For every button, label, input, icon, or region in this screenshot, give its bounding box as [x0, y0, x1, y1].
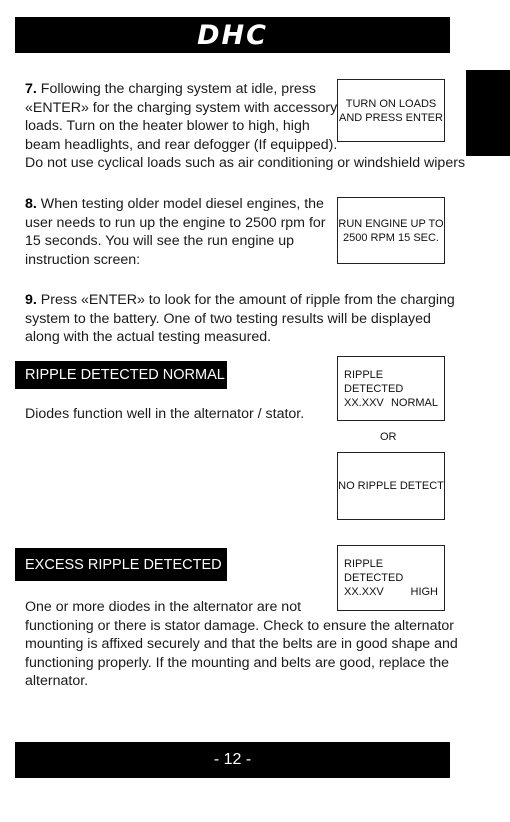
display-status: NORMAL	[390, 396, 438, 409]
display-value: XX.XXV	[344, 586, 384, 598]
display-line: RIPPLE DETECTED	[344, 368, 404, 395]
excess-line: functioning properly. If the mounting and belts are good, replace the	[25, 654, 450, 671]
display-row	[338, 396, 444, 410]
step8-line: instruction screen:	[25, 251, 141, 268]
section-heading-excess	[15, 548, 227, 581]
excess-line: alternator.	[25, 673, 89, 689]
display-value: XX.XXV	[344, 396, 384, 409]
display-line: RIPPLE DETECTED	[344, 558, 404, 584]
step9-line: Press «ENTER» to look for the amount of ripple from the charging	[40, 292, 455, 308]
display-turn-on-loads	[337, 79, 445, 142]
header-bar	[15, 17, 450, 53]
or-label: OR	[380, 431, 397, 443]
excess-line: One or more diodes in the alternator are not	[25, 599, 302, 615]
step7-line: Following the charging system at idle, press	[40, 81, 317, 97]
step7-line: loads. Turn on the heater blower to high, high	[25, 118, 310, 134]
footer-bar	[15, 742, 450, 778]
section-heading-label: EXCESS RIPPLE DETECTED	[25, 556, 222, 573]
side-tab	[466, 70, 510, 156]
normal-description: Diodes function well in the alternator / stator.	[25, 406, 305, 422]
step9-line: along with the actual testing measured.	[25, 329, 272, 345]
display-no-ripple	[337, 452, 445, 520]
display-line: NO RIPPLE DETECT	[338, 480, 444, 492]
display-line: TURN ON LOADS	[345, 97, 437, 110]
step9-line: system to the battery. One of two testing results will be displayed	[25, 310, 431, 327]
step8-number: 8.	[25, 196, 37, 212]
display-ripple-normal	[337, 356, 445, 421]
page-number: - 12 -	[213, 751, 252, 768]
display-line: AND PRESS ENTER	[339, 111, 443, 124]
step7-line: «ENTER» for the charging system with accessory	[25, 99, 338, 116]
step7-line: beam headlights, and rear defogger (If equipped).	[25, 136, 338, 153]
display-line: RUN ENGINE UP TO	[338, 217, 444, 230]
step8-line: user needs to run up the engine to 2500 rpm for	[25, 214, 326, 231]
display-run-engine	[337, 197, 445, 264]
display-row	[338, 585, 444, 599]
display-status: HIGH	[410, 586, 438, 598]
step9-number: 9.	[25, 292, 37, 308]
excess-description	[25, 598, 470, 691]
display-line: 2500 RPM 15 SEC.	[343, 231, 439, 244]
section-heading-normal	[15, 361, 227, 389]
section-heading-label: RIPPLE DETECTED NORMAL	[25, 367, 225, 383]
step9-text	[25, 291, 465, 347]
excess-line: functioning or there is stator damage. Check to ensure the alternator	[25, 617, 455, 634]
step7-line: Do not use cyclical loads such as air conditioning or windshield wipers	[25, 155, 466, 171]
step7-number: 7.	[25, 81, 37, 97]
excess-line: mounting is affixed securely and that the belts are in good shape and	[25, 636, 458, 652]
step8-line: 15 seconds. You will see the run engine up	[25, 233, 294, 249]
step8-line: When testing older model diesel engines, the	[40, 196, 324, 212]
step8-text	[25, 195, 335, 269]
brand-logo: DHC	[197, 19, 268, 51]
